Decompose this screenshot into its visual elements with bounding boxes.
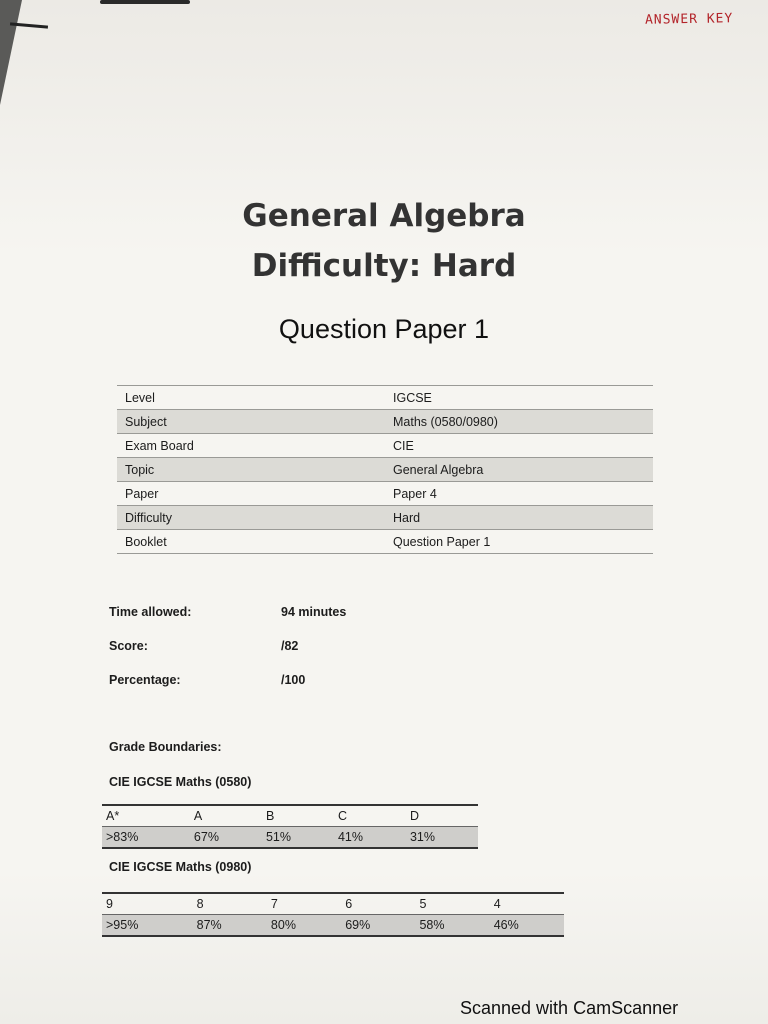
scanner-watermark: Scanned with CamScanner [460,998,679,1018]
title-topic: General Algebra [242,198,526,234]
grade-row [102,893,564,915]
score-label: Score: [109,639,148,653]
grade-cell: A [190,805,262,827]
grade-cell: D [406,805,478,827]
time-allowed-label: Time allowed: [109,605,192,619]
boundary-cell: 46% [490,915,564,937]
grade-cell: 5 [415,893,489,915]
grade-table-0980 [102,892,564,937]
info-label: Subject [117,410,385,434]
info-value: Paper 4 [385,482,653,506]
table-0580-title: CIE IGCSE Maths (0580) [109,775,252,789]
boundary-cell: >83% [102,827,190,849]
grade-table-0580 [102,804,478,849]
info-label: Topic [117,458,385,482]
grade-boundaries-heading: Grade Boundaries: [109,740,222,754]
info-row [117,434,653,458]
title-difficulty: Difficulty: Hard [251,248,517,284]
info-row [117,386,653,410]
boundary-cell: 41% [334,827,406,849]
boundary-cell: 69% [341,915,415,937]
info-label: Difficulty [117,506,385,530]
grade-cell: 6 [341,893,415,915]
boundary-cell: 31% [406,827,478,849]
grade-cell: 7 [267,893,341,915]
boundary-cell: 67% [190,827,262,849]
percentage-label: Percentage: [109,673,181,687]
info-label: Exam Board [117,434,385,458]
boundary-cell: 80% [267,915,341,937]
grade-cell: 9 [102,893,193,915]
grade-cell: 4 [490,893,564,915]
boundary-cell: 87% [193,915,267,937]
info-value: Hard [385,506,653,530]
info-label: Paper [117,482,385,506]
info-value: Maths (0580/0980) [385,410,653,434]
grade-cell: C [334,805,406,827]
grade-cell: B [262,805,334,827]
info-table [117,385,653,554]
info-label: Level [117,386,385,410]
info-row [117,410,653,434]
boundary-row [102,915,564,937]
info-row [117,506,653,530]
grade-cell: 8 [193,893,267,915]
paper-edge-mark [100,0,190,4]
info-row [117,482,653,506]
paper-subtitle: Question Paper 1 [278,314,490,344]
info-row [117,458,653,482]
table-0980-title: CIE IGCSE Maths (0980) [109,860,252,874]
boundary-cell: 51% [262,827,334,849]
time-allowed-value: 94 minutes [281,605,347,619]
percentage-value: /100 [281,673,306,687]
info-value: General Algebra [385,458,653,482]
score-value: /82 [281,639,299,653]
info-label: Booklet [117,530,385,554]
info-value: CIE [385,434,653,458]
boundary-cell: >95% [102,915,193,937]
boundary-cell: 58% [415,915,489,937]
folded-corner [0,0,22,105]
info-row [117,530,653,554]
info-value: IGCSE [385,386,653,410]
boundary-row [102,827,478,849]
info-value: Question Paper 1 [385,530,653,554]
grade-cell: A* [102,805,190,827]
grade-row [102,805,478,827]
answer-key-annotation: ANSWER KEY [644,11,734,28]
